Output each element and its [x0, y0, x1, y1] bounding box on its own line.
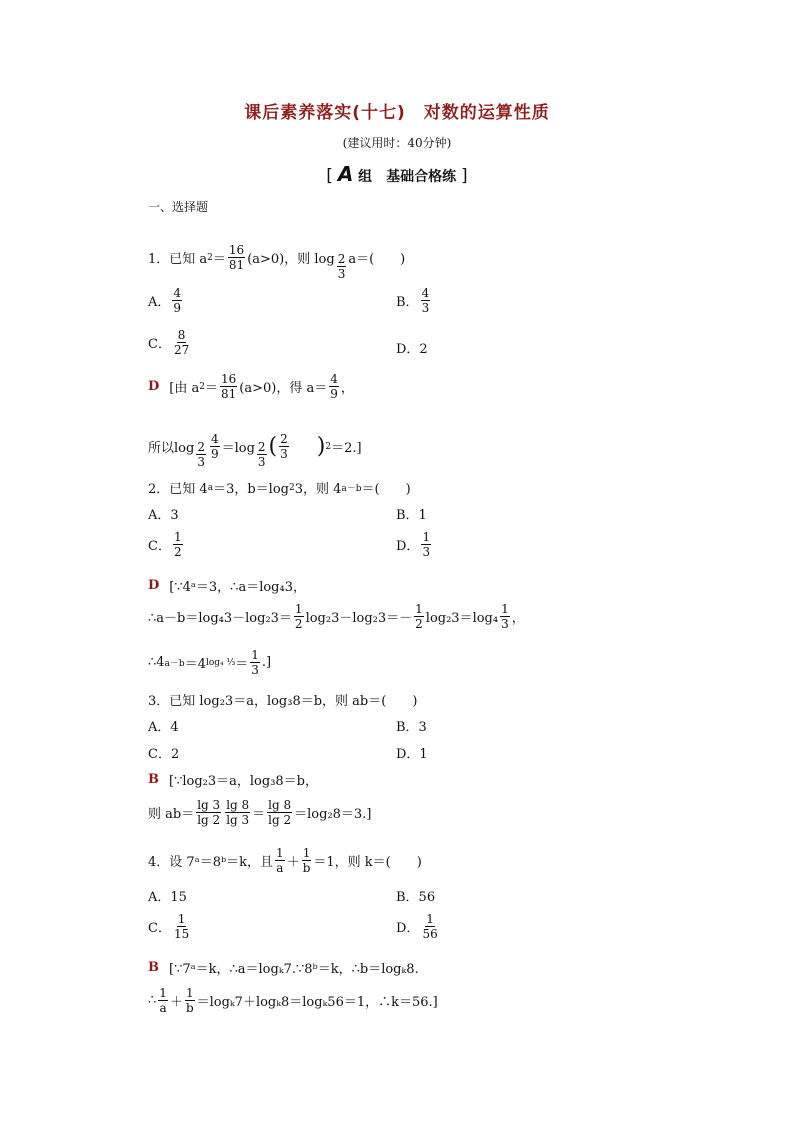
q1-sol2-base1 [196, 440, 206, 469]
q1-sol2-arg2-n: 2 [280, 432, 288, 446]
q1-sol2-a: 所以log [148, 441, 195, 456]
q2-sol3-a: ∴4 [148, 655, 165, 670]
q3-sol2-frac3 [267, 798, 292, 827]
q2-c-d: 2 [173, 545, 182, 559]
q1-a-d: 9 [173, 301, 182, 315]
q4-stem-b: ＋ [286, 855, 300, 870]
q2-stem-sub: 2 [288, 482, 295, 493]
q4-d-label: D． [396, 921, 420, 936]
q2-sol2-d: ， [511, 611, 525, 626]
q1-sol2-paren-close: ) [316, 433, 326, 459]
q3-f1-d: lg 2 [197, 813, 221, 827]
q2-sol2-frac2 [414, 602, 424, 631]
q2-sol3-b: ＝4 [184, 657, 206, 672]
q2-d-frac [421, 530, 431, 559]
q2-c-label: C． [148, 539, 171, 554]
q2-sol3-sup2: log₄ ⅓ [205, 657, 236, 668]
q1-sol1-b: ＝ [204, 381, 218, 396]
q1-option-b [396, 286, 432, 315]
q1-sol-frac2-n: 4 [330, 372, 338, 386]
q1-sol2-b: ＝log [221, 441, 255, 456]
q1-sol2-arg2 [279, 432, 289, 461]
q1-b-n: 4 [421, 286, 430, 300]
q3-option-c: C．2 [148, 747, 180, 762]
q1-sol-frac2-d: 9 [330, 387, 338, 401]
q4-solution-line2 [148, 986, 438, 1015]
q3-sol2-frac1 [196, 798, 221, 827]
q3-answer: B [148, 772, 159, 787]
q1-b-label: B． [396, 295, 419, 310]
q3-sol1: [∵log₂3＝a，log₃8＝b， [169, 774, 318, 789]
q1-sol2-paren-open: ( [268, 433, 278, 459]
q4-stem-frac2 [302, 846, 312, 875]
q4-option-a: A．15 [148, 890, 187, 905]
q1-stem-a: 1．已知 a [148, 252, 208, 267]
q4-sol2-c: ＝logₖ7＋logₖ8＝logₖ56＝1，∴k＝56.] [196, 995, 438, 1010]
q4-stem-c: ＝1，则 k＝( ) [313, 855, 422, 870]
q3-sol2-a: 则 ab＝ [148, 807, 195, 822]
q4-option-b: B．56 [396, 890, 436, 905]
q3-f2-d: lg 3 [226, 813, 250, 827]
q2-sol2-frac1 [294, 602, 304, 631]
group-letter: A [337, 162, 354, 186]
group-bracket-left: [ [326, 166, 333, 186]
q1-frac-d: 81 [228, 258, 245, 272]
q1-sol1-a: [由 a [169, 381, 200, 396]
q1-b-frac [421, 286, 431, 315]
q1-sol-frac2 [329, 372, 339, 401]
q1-sol2-base1-d: 3 [197, 455, 205, 469]
q2-sol2-frac3 [500, 602, 510, 631]
q1-sol1-c: (a>0)，得 a＝ [239, 381, 328, 396]
q1-answer: D [148, 379, 160, 394]
group-heading [0, 162, 794, 186]
q1-stem [148, 234, 405, 281]
q4-option-d [396, 912, 441, 941]
q3-stem: 3．已知 log₂3＝a，log₃8＝b，则 ab＝( ) [148, 694, 418, 709]
q1-option-a [148, 286, 184, 315]
q4-sol2-frac2 [185, 986, 195, 1015]
q4-d-frac [421, 912, 438, 941]
q3-f1-n: lg 3 [197, 798, 221, 812]
q1-option-d: D．2 [396, 342, 428, 357]
q1-a-label: A． [148, 295, 171, 310]
q4-c-d: 15 [173, 927, 190, 941]
q1-solution-line1 [148, 372, 354, 401]
q4-option-c [148, 912, 192, 941]
q3-sol2-c: ＝log₂8＝3.] [294, 807, 372, 822]
q4-answer: B [148, 960, 159, 975]
q1-log-d: 3 [337, 267, 346, 281]
q4-sol2-frac2-d: b [185, 1001, 194, 1015]
q2-stem-a: 2．已知 4 [148, 482, 208, 497]
q2-sol2-frac3-d: 3 [501, 617, 509, 631]
q4-sol2-a: ∴ [148, 993, 157, 1008]
q4-d-n: 1 [426, 912, 434, 926]
q4-stem-a: 4．设 7ᵃ＝8ᵇ＝k，且 [148, 855, 274, 870]
q1-c-frac [173, 328, 190, 357]
q4-stem-frac1 [275, 846, 285, 875]
q4-sol2-frac1 [158, 986, 168, 1015]
q1-b-d: 3 [421, 301, 430, 315]
q4-stem [148, 846, 422, 875]
q2-d-n: 1 [422, 530, 431, 544]
q2-answer: D [148, 578, 160, 593]
q4-c-frac [173, 912, 190, 941]
q3-option-b: B．3 [396, 720, 427, 735]
q3-solution-line2 [148, 798, 371, 827]
q4-stem-frac2-n: 1 [302, 846, 311, 860]
q2-option-a: A．3 [148, 508, 179, 523]
q1-stem-b: ＝ [212, 252, 226, 267]
q1-sol-frac1 [220, 372, 237, 401]
q2-stem-d: ＝( ) [361, 482, 411, 497]
q2-solution-line2 [148, 602, 525, 631]
q2-solution-line3 [148, 648, 271, 677]
q1-sol2-base2 [257, 440, 267, 469]
q1-stem-d: a＝( ) [348, 252, 406, 267]
q1-sol-frac1-d: 81 [221, 387, 237, 401]
q2-stem [148, 478, 411, 497]
q1-c-n: 8 [177, 328, 186, 342]
q2-sol2-frac3-n: 1 [501, 602, 509, 616]
q1-sol2-arg1-n: 4 [210, 432, 219, 446]
q4-stem-frac2-d: b [302, 861, 311, 875]
q3-solution-line1 [148, 770, 318, 789]
q1-sol1-d: ， [340, 381, 354, 396]
q2-sol2-frac2-d: 2 [415, 617, 423, 631]
group-text: 组 基础合格练 [358, 169, 457, 185]
q2-sol3-c: ＝ [235, 657, 249, 672]
q1-sol2-base1-n: 2 [197, 440, 205, 454]
q2-sol2-frac1-d: 2 [294, 617, 303, 631]
q2-stem-sup-a: a [207, 482, 214, 493]
q1-log-base [337, 252, 347, 281]
q4-sol2-frac1-d: a [159, 1001, 167, 1015]
q4-sol1: [∵7ᵃ＝k，∴a＝logₖ7.∵8ᵇ＝k，∴b＝logₖ8. [169, 962, 419, 977]
q2-c-n: 1 [173, 530, 182, 544]
q1-sol2-arg2-d: 3 [280, 447, 288, 461]
q4-stem-frac1-n: 1 [276, 846, 284, 860]
q1-sol1-sup: 2 [199, 381, 205, 392]
q1-sol-frac1-n: 16 [221, 372, 237, 386]
q1-log-n: 2 [337, 252, 346, 266]
q1-solution-line2 [148, 424, 362, 469]
q3-f2-n: lg 8 [226, 798, 250, 812]
q3-option-d: D．1 [396, 747, 428, 762]
q1-a-n: 4 [173, 286, 182, 300]
q1-sol2-c: ＝2.] [331, 441, 362, 456]
q3-f3-n: lg 8 [268, 798, 292, 812]
q2-sol3-d: .] [261, 655, 272, 670]
q2-solution-line1 [148, 576, 306, 595]
group-bracket-right: ] [461, 166, 468, 186]
q4-solution-line1 [148, 958, 419, 977]
q2-sol3-sup: a－b [164, 659, 185, 669]
q2-sol1: [∵4ᵃ＝3，∴a＝log₄3， [169, 580, 306, 595]
q2-sol3-frac-n: 1 [251, 648, 259, 662]
q1-frac [228, 243, 245, 272]
q1-option-c [148, 328, 192, 357]
q2-d-label: D． [396, 539, 420, 554]
time-hint: (建议用时：40分钟) [342, 136, 452, 150]
q2-sol2-b: log₂3－log₂3＝－ [305, 611, 413, 626]
q2-sol2-frac1-n: 1 [294, 602, 303, 616]
q1-c-label: C． [148, 337, 171, 352]
q1-sol2-arg1-d: 9 [210, 447, 219, 461]
q2-option-c [148, 530, 185, 559]
q2-sol3-frac [250, 648, 260, 677]
q1-a-frac [172, 286, 182, 315]
q1-sol2-base2-d: 3 [257, 455, 266, 469]
q1-stem-sup: 2 [207, 252, 213, 263]
q2-sol3-frac-d: 3 [251, 663, 259, 677]
q2-option-b: B．1 [396, 508, 427, 523]
q2-sol2-frac2-n: 1 [415, 602, 423, 616]
section-heading: 一、选择题 [148, 200, 209, 214]
q4-sol2-frac2-n: 1 [185, 986, 194, 1000]
q4-sol2-b: ＋ [169, 995, 183, 1010]
q4-sol2-frac1-n: 1 [159, 986, 167, 1000]
q2-stem-sup-b: a－b [341, 484, 362, 494]
q4-d-d: 56 [422, 927, 438, 941]
q4-stem-frac1-d: a [276, 861, 284, 875]
q3-sol2-b: ＝ [252, 807, 266, 822]
page-title: 课后素养落实(十七) 对数的运算性质 [244, 103, 550, 123]
q4-c-n: 1 [177, 912, 186, 926]
q1-sol2-arg1 [210, 432, 220, 461]
q3-option-a: A．4 [148, 720, 179, 735]
q2-sol2-a: ∴a－b＝log₄3－log₂3＝ [148, 611, 292, 626]
q1-sol2-sup: 2 [325, 441, 332, 452]
q1-stem-c: (a>0)，则 log [247, 252, 335, 267]
q2-sol2-c: log₂3＝log₄ [425, 611, 499, 626]
q2-stem-b: ＝3，b＝log [213, 482, 289, 497]
q2-d-d: 3 [422, 545, 431, 559]
q2-c-frac [173, 530, 183, 559]
q1-frac-n: 16 [228, 243, 245, 257]
q1-c-d: 27 [173, 343, 190, 357]
q3-sol2-frac2 [225, 798, 250, 827]
q2-option-d [396, 530, 433, 559]
q3-f3-d: lg 2 [268, 813, 292, 827]
q1-sol2-base2-n: 2 [257, 440, 266, 454]
q2-stem-c: 3，则 4 [294, 482, 342, 497]
q4-c-label: C． [148, 921, 171, 936]
